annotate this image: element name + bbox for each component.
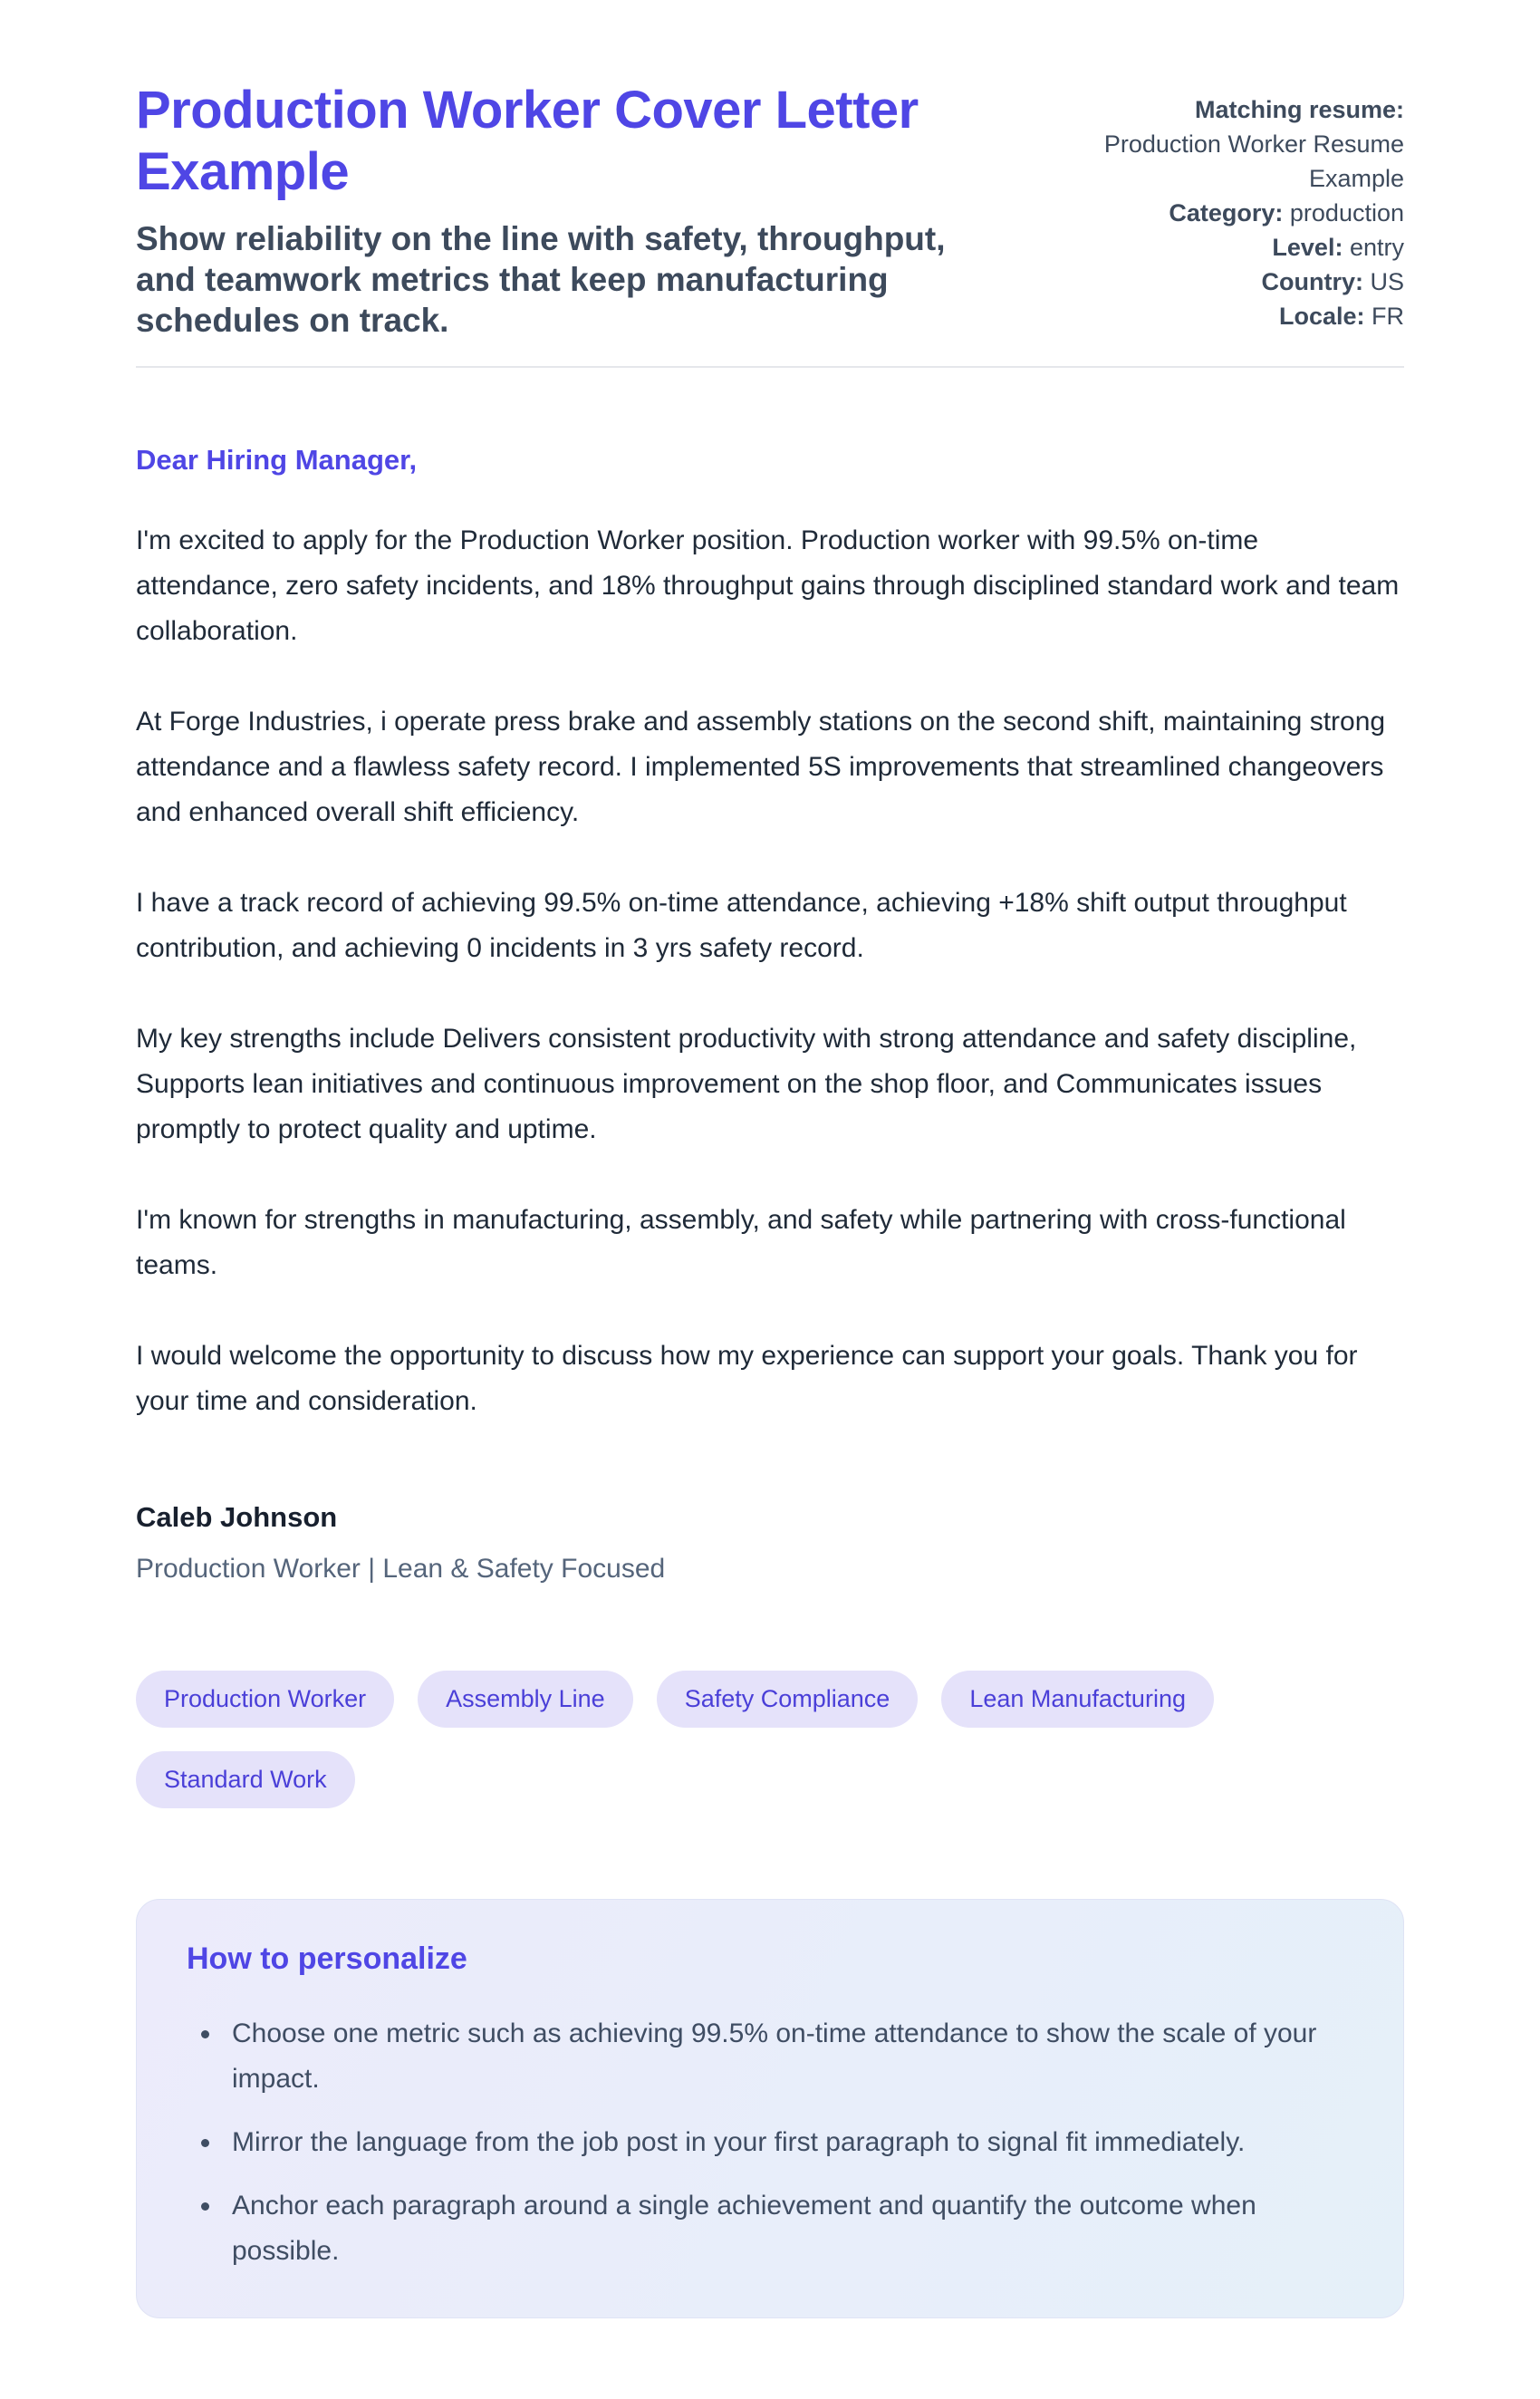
signature-block	[136, 1501, 1404, 1585]
letter-paragraph-4: My key strengths include Delivers consistent productivity with strong attendance and safety discipline, Supports lean initiatives and continuous improvement on the shop floor, and Communicates issues promptly to protect quality and uptime.	[136, 1024, 1357, 1145]
tag-safety-compliance[interactable]: Safety Compliance	[657, 1671, 919, 1728]
page-subtitle: Show reliability on the line with safety, throughput, and teamwork metrics that keep manufacturing schedules on track.	[136, 219, 946, 340]
personalize-tip-list	[187, 2011, 1353, 2274]
letter-paragraph-2: At Forge Industries, i operate press brake and assembly stations on the second shift, maintaining strong attendance and a flawless safety record. I implemented 5S improvements that streamlined changeovers and enhanced overall shift efficiency.	[136, 707, 1386, 828]
cover-letter-body	[136, 444, 1404, 1585]
meta-category-label: Category:	[1169, 199, 1284, 226]
meta-locale-label: Locale:	[1278, 303, 1365, 330]
tag-assembly-line[interactable]: Assembly Line	[418, 1671, 633, 1728]
personalize-heading: How to personalize	[187, 1941, 467, 1977]
meta-locale-value: FR	[1372, 303, 1404, 330]
header-title-block	[136, 80, 1042, 341]
meta-locale	[1073, 299, 1404, 333]
resume-meta-block	[1073, 80, 1404, 333]
personalize-tip-3: • Anchor each paragraph around a single achievement and quantify the outcome when possible.	[223, 2183, 1353, 2274]
meta-country-value: US	[1370, 268, 1404, 295]
meta-matching-resume-label: Matching resume:	[1194, 96, 1404, 123]
letter-paragraph-6: I would welcome the opportunity to discuss how my experience can support your goals. Thank you for your time and consideration.	[136, 1341, 1358, 1417]
meta-category	[1073, 196, 1404, 230]
personalize-tips-box	[136, 1899, 1404, 2318]
personalize-tip-2: • Mirror the language from the job post in your first paragraph to signal fit immediately.	[223, 2120, 1353, 2165]
meta-country-label: Country:	[1261, 268, 1363, 295]
meta-level	[1073, 230, 1404, 265]
meta-matching-resume	[1073, 92, 1404, 196]
page-title: Production Worker Cover Letter Example	[136, 81, 919, 202]
meta-level-label: Level:	[1272, 234, 1343, 261]
personalize-tip-1: • Choose one metric such as achieving 99.5% on-time attendance to show the scale of your impact.	[223, 2011, 1353, 2102]
meta-matching-resume-value: Production Worker Resume Example	[1103, 130, 1404, 192]
page-header	[136, 80, 1404, 368]
letter-paragraph-1: I'm excited to apply for the Production Worker position. Production worker with 99.5% on-time attendance, zero safety incidents, and 18% throughput gains through disciplined standard work and team collaboration.	[136, 525, 1400, 647]
tag-production-worker[interactable]: Production Worker	[136, 1671, 394, 1728]
tag-standard-work[interactable]: Standard Work	[136, 1751, 355, 1808]
letter-paragraph-3: I have a track record of achieving 99.5% on-time attendance, achieving +18% shift output throughput contribution, and achieving 0 incidents in 3 yrs safety record.	[136, 888, 1347, 964]
meta-country	[1073, 265, 1404, 299]
tag-lean-manufacturing[interactable]: Lean Manufacturing	[941, 1671, 1214, 1728]
meta-category-value: production	[1289, 199, 1404, 226]
signature-role: Production Worker | Lean & Safety Focused	[136, 1554, 666, 1585]
letter-paragraph-5: I'm known for strengths in manufacturing, assembly, and safety while partnering with cross-functional teams.	[136, 1205, 1346, 1281]
tag-list	[136, 1671, 1404, 1808]
meta-level-value: entry	[1349, 234, 1404, 261]
salutation: Dear Hiring Manager,	[136, 444, 418, 477]
signature-name: Caleb Johnson	[136, 1501, 338, 1534]
